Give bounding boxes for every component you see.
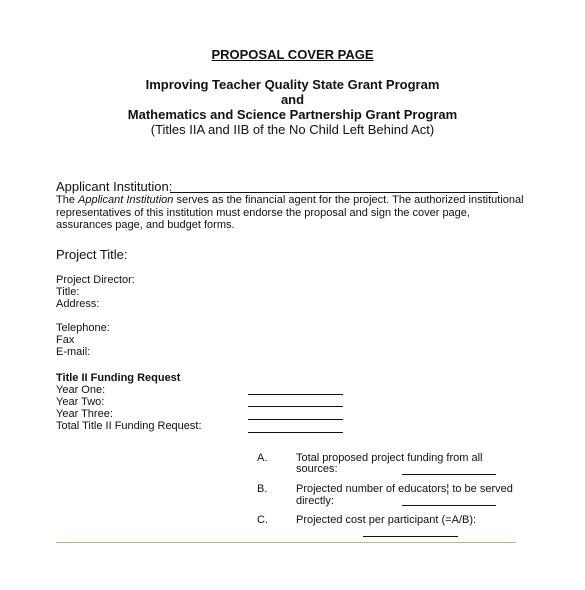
desc-italic: Applicant Institution (78, 194, 174, 206)
item-c-line1: Projected cost per participant (=A/B): (296, 514, 477, 526)
item-a-line2: sources: (296, 463, 338, 475)
address-label: Address: (56, 298, 100, 310)
applicant-institution-label: Applicant Institution: (56, 179, 173, 194)
fax-label: Fax (56, 334, 75, 346)
project-director-label: Project Director: (56, 274, 135, 286)
program-title-2: Mathematics and Science Partnership Grant Program (127, 107, 458, 122)
funding-line-year-one (248, 394, 343, 395)
desc-prefix: The (56, 194, 79, 206)
program-title-1: Improving Teacher Quality State Grant Program (145, 77, 440, 92)
project-title-label: Project Title: (56, 247, 128, 262)
funding-label-year-two: Year Two: (56, 396, 105, 408)
item-b-line2: directly: (296, 495, 334, 507)
program-and: and (280, 92, 305, 107)
item-b-line1: Projected number of educators¦ to be served (296, 483, 513, 495)
footer-rule (56, 542, 516, 543)
funding-line-year-two (248, 406, 343, 407)
telephone-label: Telephone: (56, 322, 110, 334)
title-field-label: Title: (56, 286, 80, 298)
funding-line-year-three (248, 419, 343, 420)
applicant-description (56, 194, 524, 232)
item-b-line (402, 505, 496, 506)
funding-label-year-three: Year Three: (56, 408, 113, 420)
page-title: PROPOSAL COVER PAGE (211, 47, 374, 62)
funding-line-total (248, 432, 343, 433)
item-a-letter: A. (257, 452, 268, 464)
program-note: (Titles IIA and IIB of the No Child Left Behind Act) (150, 122, 435, 137)
funding-label-total: Total Title II Funding Request: (56, 420, 202, 432)
email-label: E-mail: (56, 346, 91, 358)
applicant-institution-line (170, 192, 498, 193)
funding-heading: Title II Funding Request (56, 372, 181, 384)
desc-rest: serves as the financial agent for the project. The authorized institutional representatives of this institution must endorse the proposal and sign the cover page, assurances page, and budget forms. (56, 194, 524, 231)
item-c-line (363, 536, 458, 537)
item-a-line1: Total proposed project funding from all (296, 452, 483, 464)
item-b-letter: B. (257, 483, 268, 495)
item-c-letter: C. (257, 514, 268, 526)
funding-label-year-one: Year One: (56, 384, 106, 396)
item-a-line (402, 474, 496, 475)
